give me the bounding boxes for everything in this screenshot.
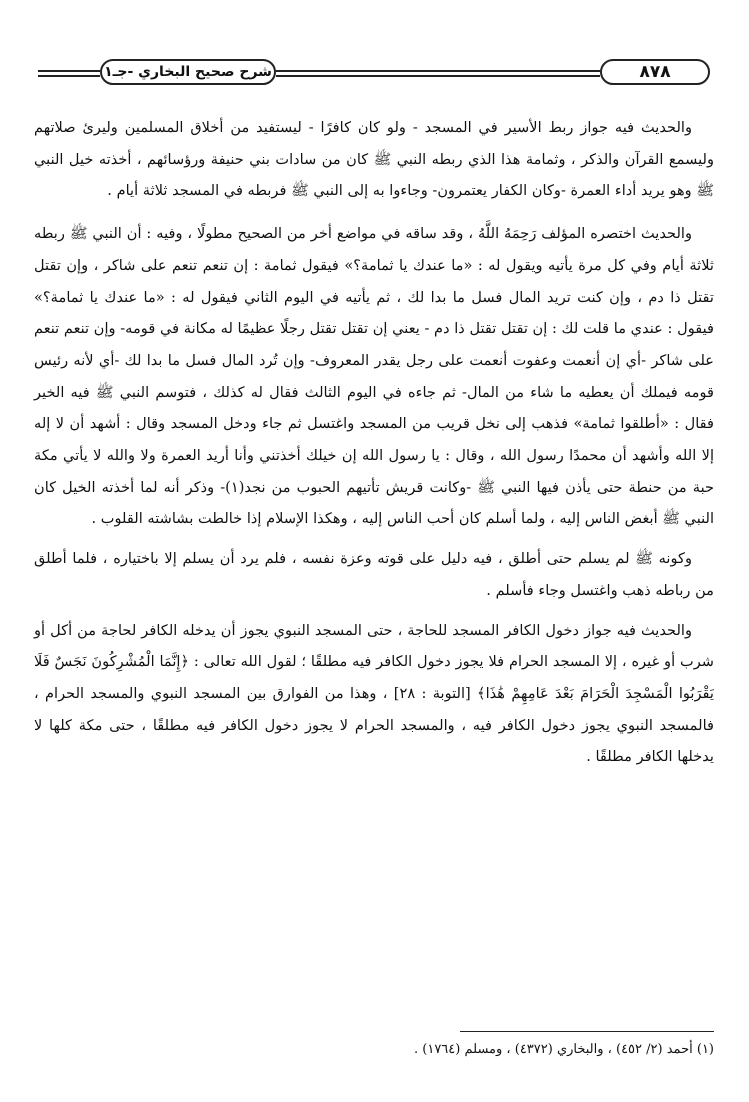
paragraph: والحديث فيه جواز دخول الكافر المسجد للحاجة ، حتى المسجد النبوي يجوز أن يدخله الكافر لحاجة من أكل أو شرب أو غيره ، إلا المسجد الحرام فلا يجوز دخول الكافر فيه مطلقًا ؛ لقول الله تعالى : ﴿إِنَّمَا الْمُشْرِكُونَ نَجَسٌ فَلَا يَقْرَبُوا الْمَسْجِدَ الْحَرَامَ بَعْدَ عَامِهِمْ هَٰذَا﴾ [التوبة : ٢٨] ، وهذا من الفوارق بين المسجد النبوي والمسجد الحرام ، فالمسجد النبوي يجوز دخول الكافر فيه ، والمسجد الحرام لا يجوز دخول الكافر فيه مطلقًا ، حتى مكة كلها لا يدخلها الكافر مطلقًا .: [34, 621, 714, 766]
page-header: [38, 58, 710, 92]
header-rule: [276, 70, 600, 72]
main-text: [34, 112, 714, 781]
paragraph: والحديث فيه جواز ربط الأسير في المسجد - ولو كان كافرًا - ليستفيد من أخلاق المسلمين وليرئ صلاتهم وليسمع القرآن والذكر ، وثمامة هذا الذي ربطه النبي ﷺ كان من سادات بني حنيفة ورؤسائهم ، أخذته خيل النبي ﷺ وهو يريد أداء العمرة -وكان الكفار يعتمرون- وجاءوا به إلى النبي ﷺ فربطه في المسجد ثلاثة أيام .: [34, 119, 714, 200]
page-number: ٨٧٨: [600, 59, 710, 85]
book-title: شرح صحيح البخاري -جـ١: [100, 59, 276, 85]
header-rule: [38, 75, 100, 77]
footnote: (١) أحمد (٢/ ٤٥٢) ، والبخاري (٤٣٧٢) ، ومسلم (١٧٦٤) .: [414, 1042, 714, 1057]
paragraph: والحديث اختصره المؤلف رَحِمَهُ اللَّهُ ، وقد ساقه في مواضع أخر من الصحيح مطولًا ، وفيه : أن النبي ﷺ ربطه ثلاثة أيام وفي كل مرة يأتيه ويقول له : «ما عندك يا ثمامة؟» فيقول ثمامة : إن تنعم تنعم على شاكر ، وإن تقتل تقتل ذا دم ، وإن كنت تريد المال فسل ما بدا لك ، ثم يأتيه في اليوم الثاني فيقول له : «ما عندك يا ثمامة؟» فيقول : عندي ما قلت لك : إن تقتل تقتل ذا دم - يعني إن تقتل تقتل رجلًا عظيمًا له مكانة في قومه- وإن تنعم تنعم على شاكر -أي إن أنعمت وعفوت أنعمت على رجل يقدر المعروف- وإن تُرد المال فسل ما بدا لك -أي لأنه رئيس قومه فيملك أن يعطيه ما شاء من المال- ثم جاءه في اليوم الثالث فقال له كذلك ، فتوسم النبي ﷺ فيه الخير فقال : «أطلقوا ثمامة» فذهب إلى نخل قريب من المسجد واغتسل ثم جاء ودخل المسجد وقال : أشهد أن لا إله إلا الله وأشهد أن محمدًا رسول الله ، وقال : يا رسول الله إن خيلك أخذتني وأنا أريد العمرة ولا والله لا يأتي مكة حبة من حنطة حتى يأذن فيها النبي ﷺ -وكانت قريش تأتيهم الحبوب من نجد(١)- وذكر أنه لما أخذته الخيل كان النبي ﷺ أبغض الناس إليه ، ولما أسلم كان أحب الناس إليه ، وهكذا الإسلام إذا خالطت بشاشته القلوب .: [34, 225, 714, 528]
footnote-divider: [460, 1031, 714, 1032]
header-rule: [276, 75, 600, 77]
paragraph: وكونه ﷺ لم يسلم حتى أطلق ، فيه دليل على قوته وعزة نفسه ، فلم يرد أن يسلم إلا باختياره ، فلما أطلق من رباطه ذهب واغتسل وجاء فأسلم .: [34, 550, 714, 599]
header-rule: [38, 70, 100, 72]
